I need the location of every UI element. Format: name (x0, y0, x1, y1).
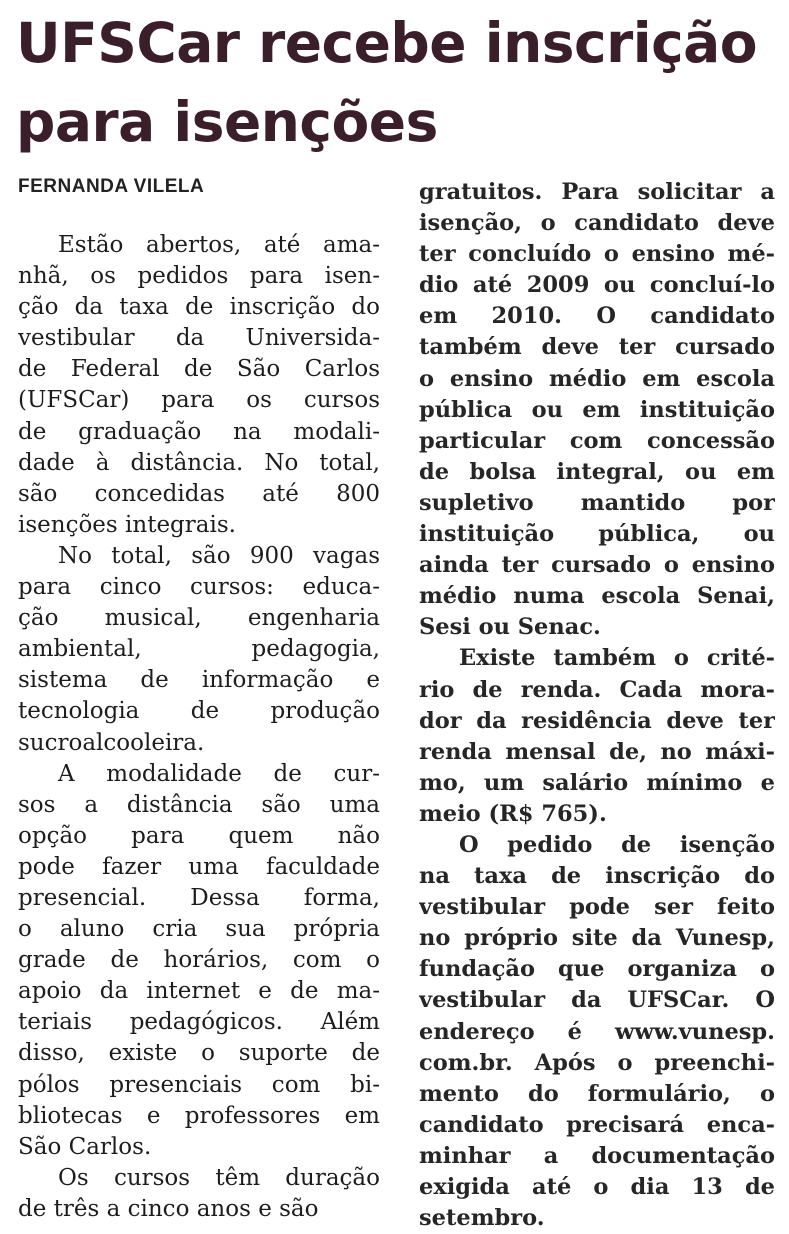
paragraph-line: vestibular da Universida- (18, 325, 380, 352)
paragraph-line: dio até 2009 ou concluí-lo (419, 272, 775, 299)
paragraph-line: Existe também o crité- (459, 645, 775, 672)
paragraph-line: gratuitos. Para solicitar a (419, 179, 775, 205)
paragraph-line: de bolsa integral, ou em (419, 458, 775, 485)
paragraph-line: vestibular da UFSCar. O (419, 987, 775, 1014)
paragraph-line: disso, existe o suporte de (18, 1040, 380, 1067)
paragraph-line: pólos presenciais com bi- (18, 1071, 380, 1098)
paragraph-line: médio numa escola Senai, (419, 583, 775, 610)
paragraph-line: sucroalcooleira. (18, 729, 205, 756)
paragraph-line: exigida até o dia 13 de (419, 1174, 775, 1200)
paragraph-line: teriais pedagógicos. Além (18, 1009, 380, 1036)
paragraph-line: fundação que organiza o (419, 956, 775, 983)
article-column-right (419, 177, 775, 1234)
paragraph-line: apoio da internet e de ma- (18, 978, 380, 1005)
paragraph-line: No total, são 900 vagas (58, 542, 380, 569)
paragraph-line: de Federal de São Carlos (18, 356, 380, 383)
byline: FERNANDA VILELA (18, 176, 205, 197)
paragraph-line: nhã, os pedidos para isen- (18, 263, 380, 290)
paragraph-line: sos a distância são uma (18, 791, 380, 818)
paragraph-line: O pedido de isenção (459, 831, 775, 858)
paragraph-line: no próprio site da Vunesp, (419, 925, 775, 952)
paragraph-line: mento do formulário, o (419, 1080, 775, 1107)
paragraph-line: em 2010. O candidato (419, 303, 775, 330)
paragraph-line: dor da residência deve ter (419, 707, 775, 734)
paragraph-line: particular com concessão (419, 427, 775, 454)
paragraph-line: renda mensal de, no máxi- (419, 738, 775, 765)
paragraph-line: Sesi ou Senac. (419, 614, 601, 641)
paragraph-line: com.br. Após o preenchi- (419, 1049, 775, 1076)
paragraph-line: tecnologia de produção (18, 698, 380, 725)
paragraph-line: Estão abertos, até ama- (58, 232, 380, 258)
paragraph-line: instituição pública, ou (419, 521, 775, 548)
paragraph-line: de graduação na modali- (18, 418, 380, 445)
paragraph-line: ambiental, pedagogia, (18, 636, 380, 663)
paragraph-line: opção para quem não (18, 822, 380, 849)
paragraph-line: rio de renda. Cada mora- (419, 676, 775, 703)
paragraph-line: o ensino médio em escola (419, 365, 775, 392)
paragraph-line: A modalidade de cur- (58, 760, 380, 787)
paragraph-line: (UFSCar) para os cursos (18, 387, 380, 414)
paragraph-line: ainda ter cursado o ensino (419, 552, 775, 579)
paragraph-line: sistema de informação e (18, 667, 380, 694)
paragraph-line: bliotecas e professores em (18, 1102, 380, 1129)
paragraph-line: para cinco cursos: educa- (18, 574, 380, 601)
paragraph-line: supletivo mantido por (419, 489, 775, 516)
paragraph-line: endereço é www.vunesp. (419, 1018, 775, 1045)
paragraph-line: pública ou em instituição (419, 396, 775, 423)
paragraph-line: São Carlos. (18, 1133, 152, 1160)
paragraph-line: vestibular pode ser feito (419, 894, 775, 921)
article-column-left (18, 230, 380, 1225)
paragraph-line: setembro. (419, 1205, 545, 1232)
headline-line: para isenções (16, 90, 438, 154)
paragraph-line: na taxa de inscrição do (419, 863, 775, 890)
paragraph-line: ter concluído o ensino mé- (419, 241, 775, 268)
paragraph-line: o aluno cria sua própria (18, 916, 380, 943)
paragraph-line: ção musical, engenharia (18, 605, 380, 632)
paragraph-line: pode fazer uma faculdade (18, 853, 380, 880)
paragraph-line: meio (R$ 765). (419, 800, 607, 827)
paragraph-line: de três a cinco anos e são (18, 1195, 319, 1222)
paragraph-line: isenções integrais. (18, 511, 236, 538)
paragraph-line: mo, um salário mínimo e (419, 769, 775, 796)
paragraph-line: candidato precisará enca- (419, 1111, 775, 1138)
headline-line: UFSCar recebe inscrição (16, 11, 758, 75)
paragraph-line: minhar a documentação (419, 1142, 775, 1169)
paragraph-line: presencial. Dessa forma, (18, 884, 380, 911)
paragraph-line: ção da taxa de inscrição do (18, 294, 380, 321)
paragraph-line: grade de horários, com o (18, 947, 380, 974)
paragraph-line: também deve ter cursado (419, 334, 775, 361)
headline (16, 4, 786, 162)
paragraph-line: dade à distância. No total, (18, 449, 380, 476)
paragraph-line: são concedidas até 800 (18, 480, 380, 507)
paragraph-line: Os cursos têm duração (58, 1164, 380, 1191)
paragraph-line: isenção, o candidato deve (419, 210, 775, 237)
